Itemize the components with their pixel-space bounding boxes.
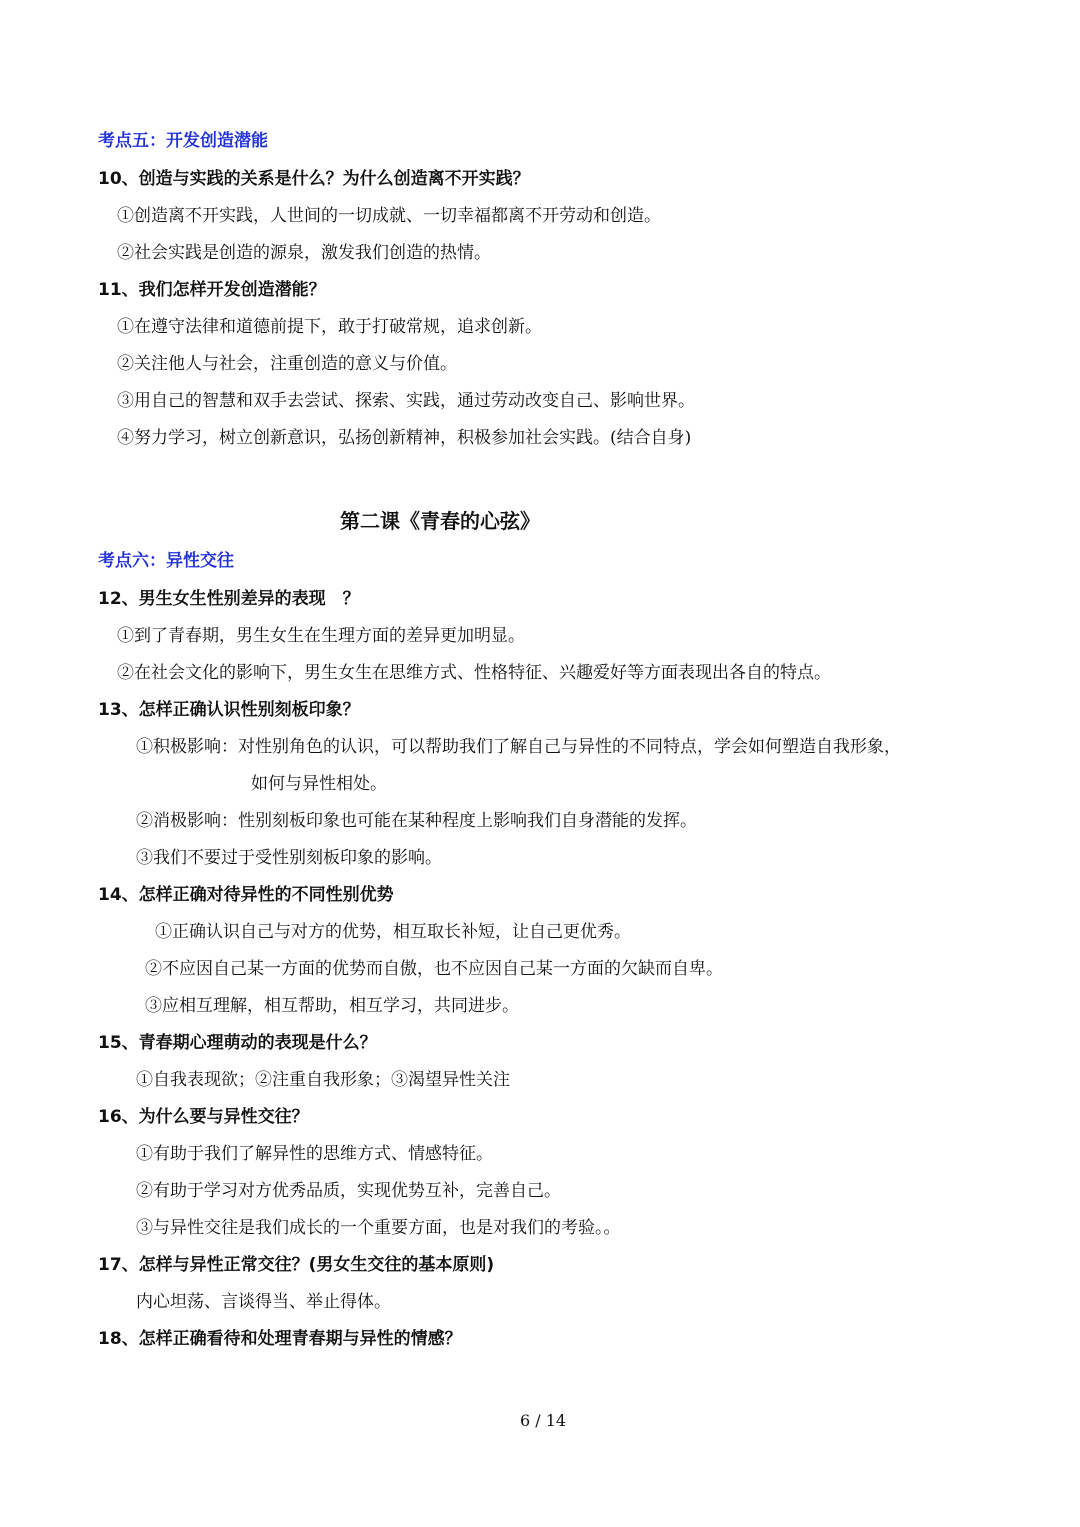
answer-13-2: ②消极影响：性别刻板印象也可能在某种程度上影响我们自身潜能的发挥。 bbox=[136, 811, 697, 831]
question-10: 10、创造与实践的关系是什么？为什么创造离不开实践？ bbox=[98, 169, 530, 189]
answer-11-4: ④努力学习，树立创新意识，弘扬创新精神，积极参加社会实践。(结合自身) bbox=[117, 428, 692, 448]
answer-12-2: ②在社会文化的影响下，男生女生在思维方式、性格特征、兴趣爱好等方面表现出各自的特点。 bbox=[117, 663, 831, 683]
answer-14-1: ①正确认识自己与对方的优势，相互取长补短，让自己更优秀。 bbox=[155, 922, 631, 942]
question-14: 14、怎样正确对待异性的不同性别优势 bbox=[98, 885, 394, 905]
answer-16-3: ③与异性交往是我们成长的一个重要方面，也是对我们的考验。。 bbox=[136, 1218, 621, 1238]
question-15: 15、青春期心理萌动的表现是什么？ bbox=[98, 1033, 377, 1053]
question-12: 12、男生女生性别差异的表现 ？ bbox=[98, 589, 360, 609]
question-13: 13、怎样正确认识性别刻板印象？ bbox=[98, 700, 360, 720]
answer-10-2: ②社会实践是创造的源泉，激发我们创造的热情。 bbox=[117, 243, 491, 263]
answer-13-1-cont: 如何与异性相处。 bbox=[251, 774, 387, 794]
page-number: 6 / 14 bbox=[520, 1411, 567, 1430]
answer-14-2: ②不应因自己某一方面的优势而自傲，也不应因自己某一方面的欠缺而自卑。 bbox=[145, 959, 723, 979]
section-heading-kaodian-6: 考点六：异性交往 bbox=[98, 551, 234, 571]
answer-16-2: ②有助于学习对方优秀品质，实现优势互补，完善自己。 bbox=[136, 1181, 561, 1201]
answer-10-1: ①创造离不开实践，人世间的一切成就、一切幸福都离不开劳动和创造。 bbox=[117, 206, 661, 226]
answer-13-3: ③我们不要过于受性别刻板印象的影响。 bbox=[136, 848, 442, 868]
lesson-title: 第二课《青春的心弦》 bbox=[340, 509, 540, 533]
question-18: 18、怎样正确看待和处理青春期与异性的情感？ bbox=[98, 1329, 462, 1349]
answer-14-3: ③应相互理解，相互帮助，相互学习，共同进步。 bbox=[145, 996, 519, 1016]
answer-17-1: 内心坦荡、言谈得当、举止得体。 bbox=[136, 1292, 391, 1312]
answer-11-1: ①在遵守法律和道德前提下，敢于打破常规，追求创新。 bbox=[117, 317, 542, 337]
answer-11-2: ②关注他人与社会，注重创造的意义与价值。 bbox=[117, 354, 457, 374]
answer-15-1: ①自我表现欲；②注重自我形象；③渴望异性关注 bbox=[136, 1070, 510, 1090]
section-heading-kaodian-5: 考点五：开发创造潜能 bbox=[98, 131, 268, 151]
question-11: 11、我们怎样开发创造潜能？ bbox=[98, 280, 326, 300]
answer-13-1: ①积极影响：对性别角色的认识，可以帮助我们了解自己与异性的不同特点，学会如何塑造自我形象， bbox=[136, 737, 901, 757]
answer-12-1: ①到了青春期，男生女生在生理方面的差异更加明显。 bbox=[117, 626, 525, 646]
question-16: 16、为什么要与异性交往？ bbox=[98, 1107, 309, 1127]
answer-16-1: ①有助于我们了解异性的思维方式、情感特征。 bbox=[136, 1144, 493, 1164]
question-17: 17、怎样与异性正常交往？(男女生交往的基本原则) bbox=[98, 1255, 495, 1275]
answer-11-3: ③用自己的智慧和双手去尝试、探索、实践，通过劳动改变自己、影响世界。 bbox=[117, 391, 695, 411]
